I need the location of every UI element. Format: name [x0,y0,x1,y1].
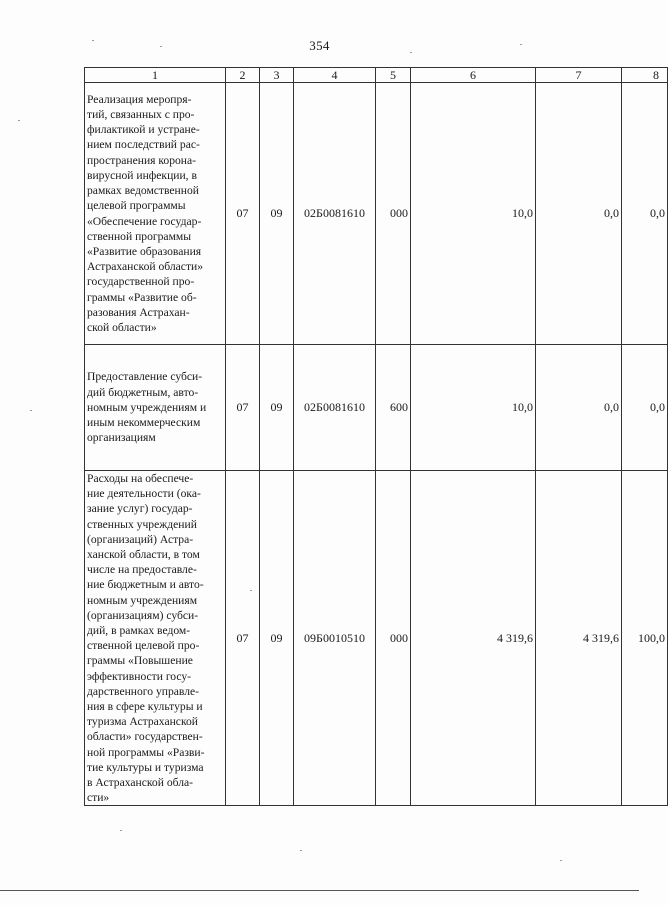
header-col-1: 1 [85,68,226,83]
row-section: 07 [226,83,260,345]
scan-speck [160,46,162,47]
row-name: Реализация меропря- тий, связанных с про- филактикой и устране- нием последствий рас- пространения корона- вирусной инфекции, в рамках ведомственной целевой программы «Обеспечение государ- ственной программы «Развитие образования Астраханской области» государственной про- граммы «Развитие об- разования Астрахан- ской области» [85,83,226,345]
row-subsection: 09 [260,471,294,806]
table-row [85,83,668,345]
table-row [85,471,668,806]
row-percent: 0,0 [622,345,668,471]
row-approved-amount: 10,0 [411,83,536,345]
header-col-3: 3 [260,68,294,83]
row-target-article: 02Б0081610 [294,83,376,345]
header-col-5: 5 [376,68,411,83]
row-executed-amount: 4 319,6 [536,471,622,806]
row-percent: 0,0 [622,83,668,345]
row-subsection: 09 [260,83,294,345]
budget-table [84,67,668,806]
scan-speck [520,44,522,45]
row-approved-amount: 4 319,6 [411,471,536,806]
table-row [85,345,668,471]
scan-speck [92,40,94,41]
scan-speck [30,410,32,411]
row-expense-type: 600 [376,345,411,471]
header-col-6: 6 [411,68,536,83]
header-col-2: 2 [226,68,260,83]
scan-speck [250,590,252,591]
header-row [85,68,668,83]
row-approved-amount: 10,0 [411,345,536,471]
row-executed-amount: 0,0 [536,83,622,345]
scan-speck [560,860,562,861]
header-col-4: 4 [294,68,376,83]
row-percent: 100,0 [622,471,668,806]
row-expense-type: 000 [376,471,411,806]
scan-speck [410,52,412,53]
row-name: Предоставление субси- дий бюджетным, авто- номным учреждениям и иным некоммерческим организациям [85,345,226,471]
row-target-article: 09Б0010510 [294,471,376,806]
scan-speck [300,850,302,851]
header-col-8: 8 [622,68,668,83]
row-expense-type: 000 [376,83,411,345]
scan-speck [18,120,20,121]
scan-speck [120,830,122,831]
header-col-7: 7 [536,68,622,83]
page-bottom-rule [0,890,639,891]
page-number: 354 [309,38,330,53]
row-name: Расходы на обеспече- ние деятельности (ока- зание услуг) государ- ственных учреждений (организаций) Астра- ханской области, в том числе на предоставле- ние бюджетным и авто- номным учреждениям (организациям) субси- дий, в рамках ведом- ственной целевой про- граммы «Повышение эффективности госу- дарственного управле- ния в сфере культуры и туризма Астраханской области» государствен- ной программы «Разви- тие культуры и туризма в Астраханской обла- сти» [85,471,226,806]
row-section: 07 [226,345,260,471]
row-section: 07 [226,471,260,806]
row-subsection: 09 [260,345,294,471]
row-executed-amount: 0,0 [536,345,622,471]
row-target-article: 02Б0081610 [294,345,376,471]
